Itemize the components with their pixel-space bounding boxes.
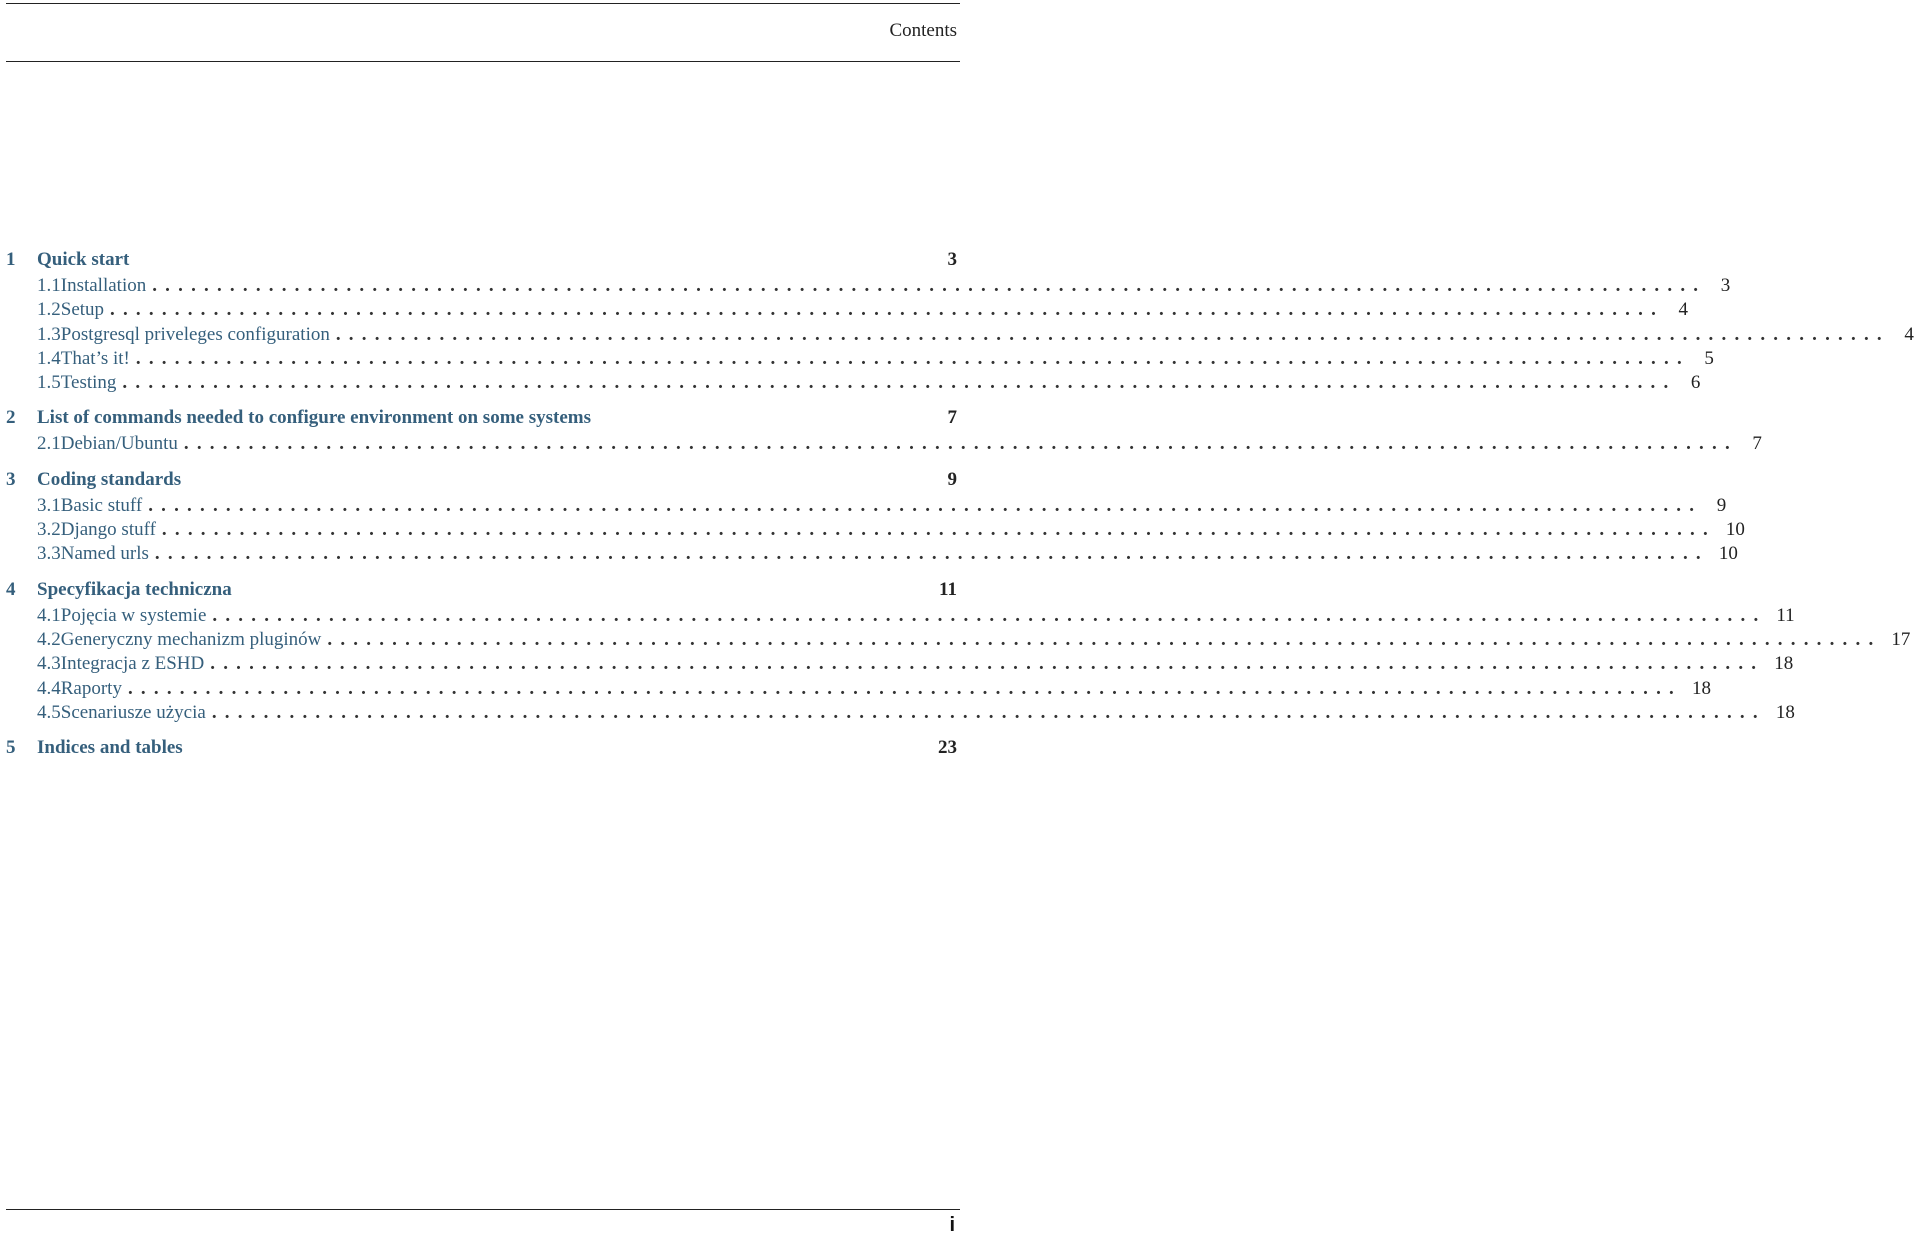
section-page-number: 6 (1690, 372, 1701, 394)
chapter-page-number: 23 (938, 737, 957, 759)
dot-leader: ........................................................................................................................ (161, 519, 1716, 541)
section-number: 4.5 (37, 701, 61, 723)
section-number: 4.3 (37, 653, 61, 675)
toc-chapter-link[interactable] (6, 249, 957, 275)
section-title: Testing (60, 372, 117, 394)
toc-section-link[interactable] (6, 494, 1727, 519)
section-title: Raporty (60, 677, 122, 699)
toc-chapter (6, 468, 1745, 568)
toc-chapter-link[interactable] (6, 579, 957, 605)
section-number: 3.1 (37, 494, 61, 516)
section-title: That’s it! (60, 347, 130, 369)
section-number: 4.1 (37, 604, 61, 626)
dot-leader: ........................................................................................................................ (154, 543, 1709, 565)
chapter-number: 1 (6, 249, 16, 270)
section-title: Integracja z ESHD (60, 653, 205, 675)
section-number: 1.4 (37, 347, 61, 369)
section-page-number: 18 (1775, 701, 1795, 723)
section-number: 2.1 (37, 433, 61, 455)
section-title: Debian/Ubuntu (60, 433, 178, 455)
section-number: 3.2 (37, 519, 61, 541)
dot-leader: ........................................................................................................................ (183, 433, 1738, 455)
chapter-number: 3 (6, 468, 16, 490)
section-page-number: 18 (1691, 677, 1711, 699)
dot-leader: ........................................................................................................................ (327, 628, 1882, 650)
chapter-title: Specyfikacja techniczna (37, 578, 232, 600)
section-page-number: 18 (1774, 653, 1794, 675)
footer-rule (6, 1209, 960, 1210)
section-page-number: 3 (1720, 275, 1731, 296)
dot-leader: ........................................................................................................................ (211, 701, 1766, 723)
dot-leader: ........................................................................................................................ (212, 604, 1767, 626)
section-number: 1.3 (37, 323, 61, 345)
section-page-number: 4 (1678, 299, 1689, 321)
section-number: 1.1 (37, 275, 61, 296)
toc-chapter-link[interactable] (6, 737, 957, 763)
toc-chapter-link[interactable] (6, 469, 957, 495)
toc-section-link[interactable] (6, 299, 1689, 323)
section-page-number: 10 (1725, 519, 1745, 541)
toc-section-link[interactable] (6, 701, 1795, 726)
section-title: Generyczny mechanizm pluginów (60, 628, 322, 650)
section-title: Scenariusze użycia (60, 701, 206, 723)
section-title: Pojęcia w systemie (60, 604, 207, 626)
toc-chapter (6, 578, 1911, 726)
chapter-page-number: 3 (947, 249, 957, 270)
dot-leader: ........................................................................................................................ (135, 347, 1690, 369)
section-title: Setup (60, 299, 105, 321)
section-page-number: 4 (1904, 323, 1914, 345)
section-number: 3.3 (37, 543, 61, 565)
toc-section-link[interactable] (6, 347, 1714, 372)
chapter-number: 4 (6, 578, 16, 600)
section-title: Postgresql priveleges configuration (60, 323, 330, 345)
dot-leader: ........................................................................................................................ (110, 299, 1665, 321)
table-of-contents (6, 249, 1914, 774)
toc-section-link[interactable] (6, 519, 1745, 543)
section-page-number: 11 (1776, 604, 1795, 626)
dot-leader: ........................................................................................................................ (335, 323, 1890, 345)
section-title: Named urls (60, 543, 149, 565)
chapter-page-number: 11 (939, 578, 957, 600)
toc-section-link[interactable] (6, 653, 1794, 677)
section-title: Basic stuff (60, 494, 143, 516)
running-header-title: Contents (889, 20, 957, 41)
chapter-page-number: 7 (947, 407, 957, 429)
chapter-number: 5 (6, 737, 16, 759)
chapter-page-number: 9 (947, 468, 957, 490)
chapter-title: Indices and tables (37, 737, 183, 759)
page-folio: i (949, 1214, 955, 1236)
dot-leader: ........................................................................................................................ (127, 677, 1682, 699)
toc-chapter (6, 737, 957, 763)
toc-section-link[interactable] (6, 323, 1914, 348)
toc-chapter (6, 407, 1762, 457)
chapter-title: List of commands needed to configure environment on some systems (37, 407, 591, 429)
section-page-number: 9 (1716, 494, 1727, 516)
section-number: 4.4 (37, 677, 61, 699)
dot-leader: ........................................................................................................................ (152, 275, 1707, 296)
chapter-number: 2 (6, 407, 16, 429)
toc-section-link[interactable] (6, 628, 1911, 653)
section-number: 4.2 (37, 628, 61, 650)
header-rule (6, 61, 960, 62)
section-number: 1.5 (37, 372, 61, 394)
dot-leader: ........................................................................................................................ (148, 494, 1703, 516)
chapter-title: Coding standards (37, 468, 182, 490)
toc-section-link[interactable] (6, 604, 1795, 629)
section-page-number: 17 (1891, 628, 1911, 650)
toc-chapter-link[interactable] (6, 407, 957, 433)
section-number: 1.2 (37, 299, 61, 321)
toc-chapter (6, 249, 1914, 396)
toc-section-link[interactable] (6, 372, 1701, 396)
toc-section-link[interactable] (6, 433, 1762, 457)
toc-section-link[interactable] (6, 677, 1711, 702)
section-title: Django stuff (60, 519, 156, 541)
toc-section-link[interactable] (6, 275, 1731, 299)
section-title: Installation (60, 275, 147, 296)
section-page-number: 5 (1704, 347, 1714, 369)
toc-section-link[interactable] (6, 543, 1738, 567)
section-page-number: 7 (1752, 433, 1762, 455)
dot-leader: ........................................................................................................................ (210, 653, 1765, 675)
top-rule (6, 3, 960, 4)
section-page-number: 10 (1718, 543, 1738, 565)
dot-leader: ........................................................................................................................ (122, 372, 1677, 394)
chapter-title: Quick start (37, 249, 130, 270)
